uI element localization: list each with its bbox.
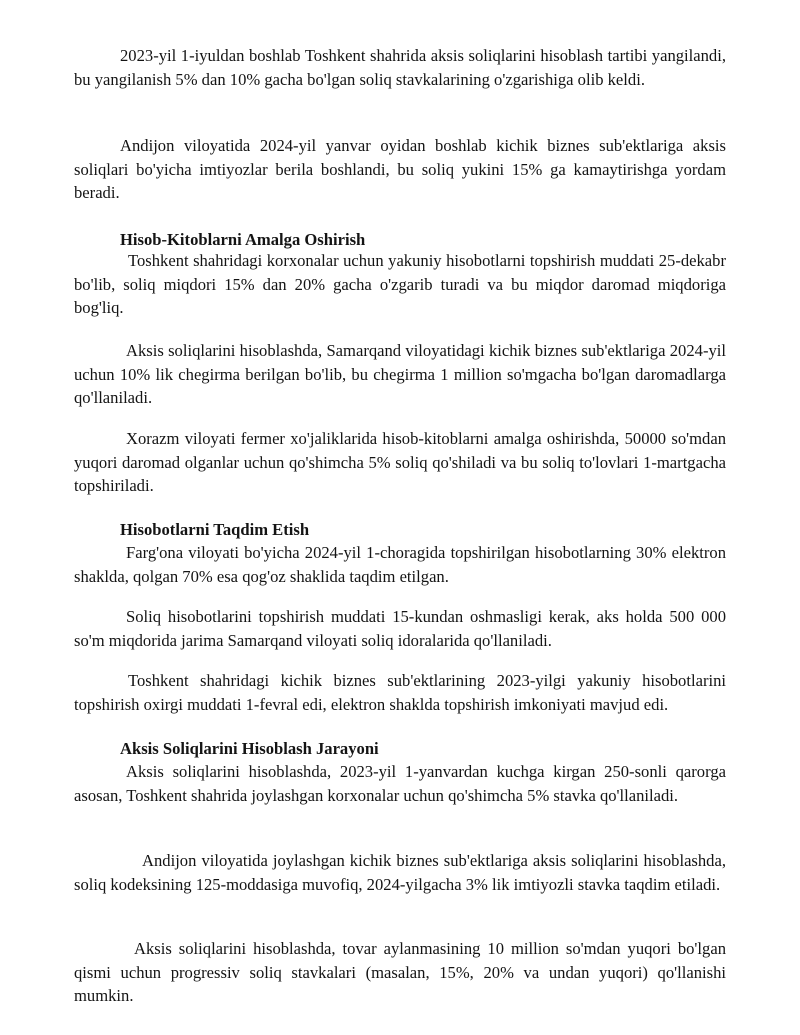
section-2-paragraph-1: Farg'ona viloyati bo'yicha 2024-yil 1-choragida topshirilgan hisobotlarning 30% elektron shaklda, qolgan 70% esa qog'oz shaklida taqdim etilgan.: [74, 543, 726, 586]
section-1-paragraph-1: Toshkent shahridagi korxonalar uchun yakuniy hisobotlarni topshirish muddati 25-dekabr bo'lib, soliq miqdori 15% dan 20% gacha o'zgarib turadi va bu miqdor daromad miqdoriga bog'liq.: [74, 251, 726, 318]
section-2-paragraph-2: Soliq hisobotlarini topshirish muddati 15-kundan oshmasligi kerak, aks holda 500 000 so'm miqdorida jarima Samarqand viloyati soliq idoralarida qo'llaniladi.: [74, 607, 726, 650]
section-3-paragraph-3: Aksis soliqlarini hisoblashda, tovar aylanmasining 10 million so'mdan yuqori bo'lgan qismi uchun progressiv soliq stavkalari (masalan, 15%, 20% va undan yuqori) qo'llanishi mumkin.: [74, 939, 726, 1006]
intro-paragraph-1: 2023-yil 1-iyuldan boshlab Toshkent shahrida aksis soliqlarini hisoblash tartibi yangilandi, bu yangilanish 5% dan 10% gacha bo'lgan soliq stavkalarining o'zgarishiga olib keldi.: [74, 46, 726, 89]
section-heading-aksis-hisoblash: Aksis Soliqlarini Hisoblash Jarayoni: [120, 739, 379, 758]
section-1-paragraph-3: Xorazm viloyati fermer xo'jaliklarida hisob-kitoblarni amalga oshirishda, 50000 so'mdan yuqori daromad olganlar uchun qo'shimcha 5% soliq qo'shiladi va bu soliq to'lovlari 1-martgacha topshiriladi.: [74, 429, 726, 496]
section-3-paragraph-1: Aksis soliqlarini hisoblashda, 2023-yil 1-yanvardan kuchga kirgan 250-sonli qarorga asosan, Toshkent shahrida joylashgan korxonalar uchun qo'shimcha 5% stavka qo'llaniladi.: [74, 762, 726, 805]
intro-paragraph-2: Andijon viloyatida 2024-yil yanvar oyidan boshlab kichik biznes sub'ektlariga aksis soliqlari bo'yicha imtiyozlar berila boshlandi, bu soliq yukini 15% ga kamaytirishga yordam beradi.: [74, 136, 726, 203]
section-3-paragraph-2: Andijon viloyatida joylashgan kichik biznes sub'ektlariga aksis soliqlarini hisoblashda, soliq kodeksining 125-moddasiga muvofiq, 2024-yilgacha 3% lik imtiyozli stavka taqdim etiladi.: [74, 851, 726, 894]
section-1-paragraph-2: Aksis soliqlarini hisoblashda, Samarqand viloyatidagi kichik biznes sub'ektlariga 2024-yil uchun 10% lik chegirma berilgan bo'lib, bu chegirma 1 million so'mgacha bo'lgan daromadlarga qo'llaniladi.: [74, 341, 726, 408]
section-heading-hisobotlar: Hisobotlarni Taqdim Etish: [120, 520, 310, 539]
section-2-paragraph-3: Toshkent shahridagi kichik biznes sub'ektlarining 2023-yilgi yakuniy hisobotlarini topshirish oxirgi muddati 1-fevral edi, elektron shaklda topshirish imkoniyati mavjud edi.: [74, 671, 726, 714]
section-heading-hisob-kitoblar: Hisob-Kitoblarni Amalga Oshirish: [120, 230, 366, 249]
